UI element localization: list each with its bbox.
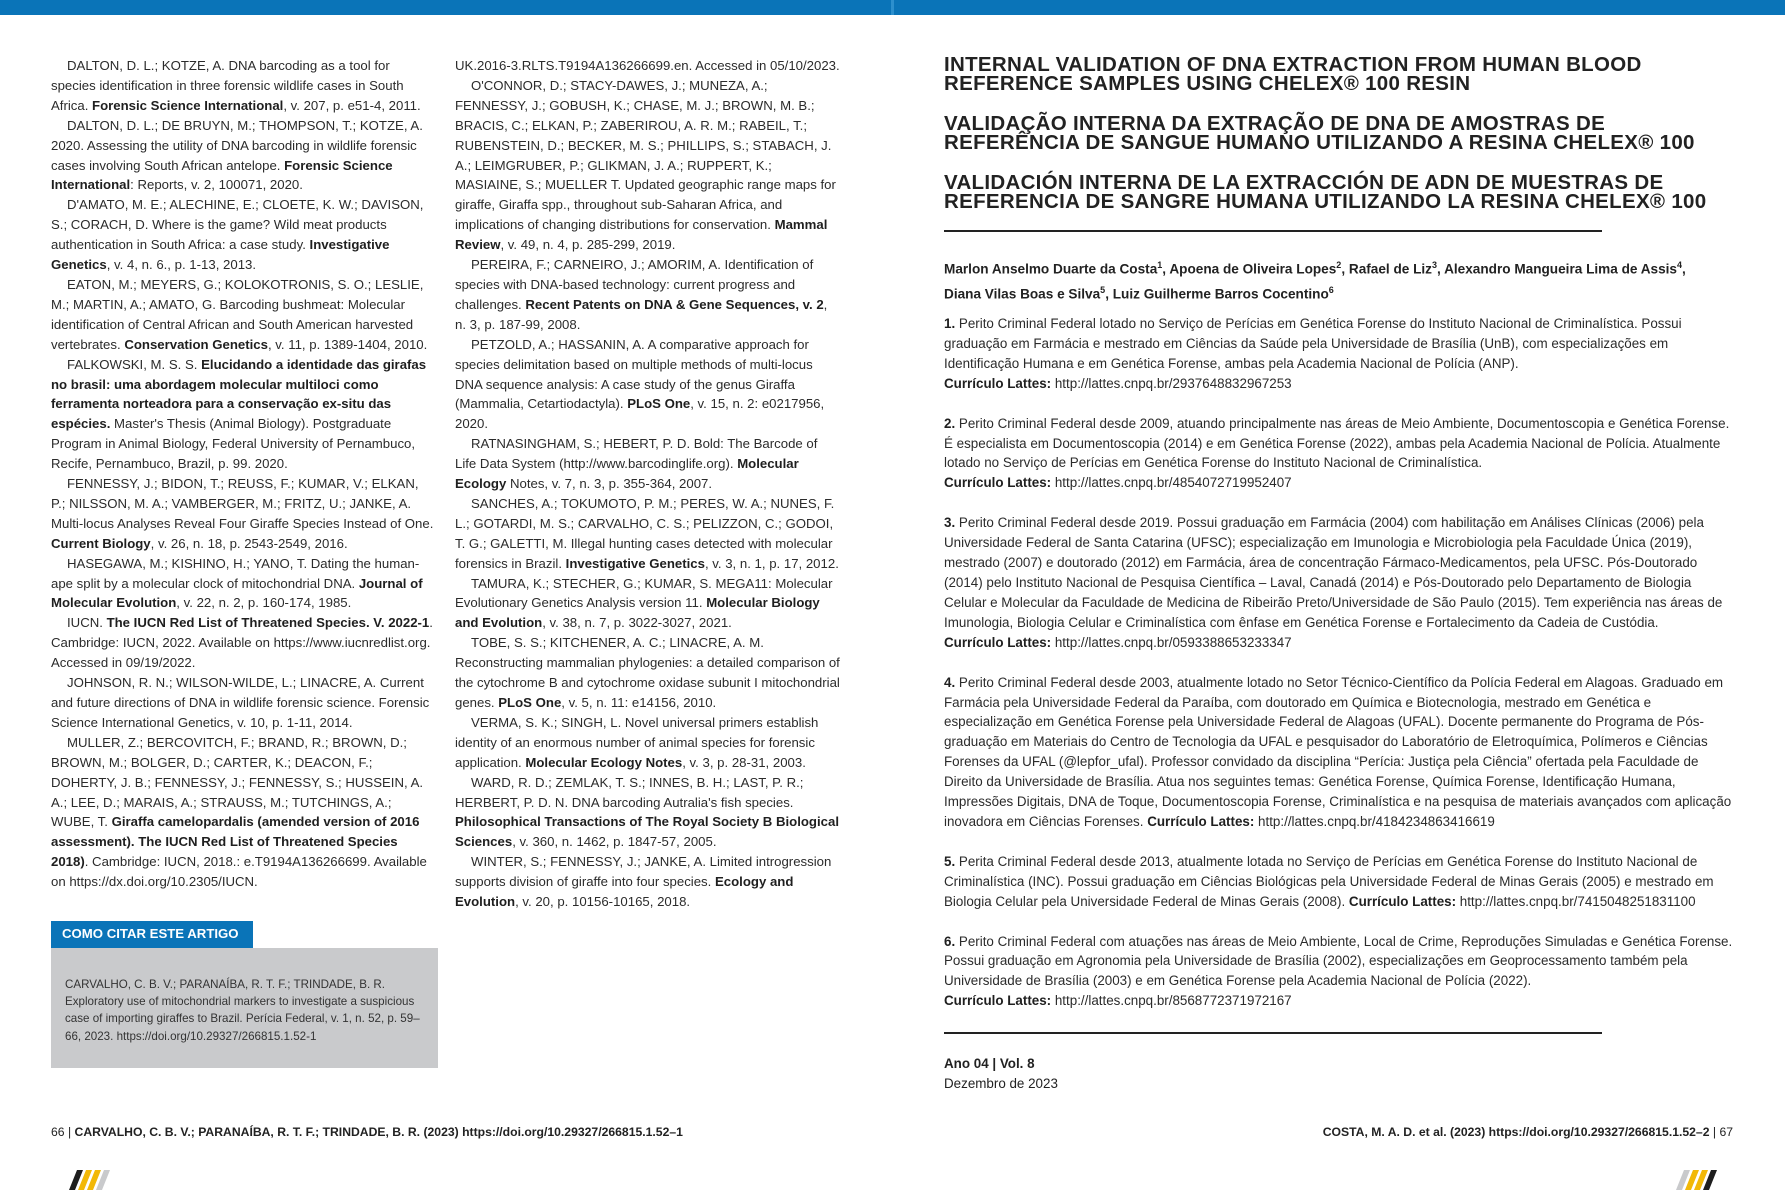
lattes-label: Currículo Lattes: (944, 375, 1052, 391)
lattes-label: Currículo Lattes: (944, 634, 1052, 650)
author-affiliation-marker: 6 (1328, 284, 1334, 295)
author-name: Diana Vilas Boas e Silva (944, 286, 1101, 302)
affiliation-entry (944, 673, 1734, 832)
reference-source: Investigative Genetics (51, 237, 390, 273)
reference-details: Master's Thesis (Animal Biology). Postgraduate Program in Animal Biology, Federal University of Pernambuco, Recife, Pernambuco, Brazil, p. 99. 2020. (51, 416, 416, 472)
title-english (944, 55, 1734, 93)
affiliations (944, 314, 1734, 1031)
reference-text: TAMURA, K.; STECHER, G.; KUMAR, S. MEGA11: Molecular Evolutionary Genetics Analysis version 11. (455, 575, 833, 611)
reference-entry (455, 633, 840, 713)
reference-text: IUCN. (67, 615, 107, 631)
reference-source: Molecular Ecology Notes (525, 754, 683, 770)
page-number-left: 66 (51, 1125, 65, 1139)
affiliation-number: 2. (944, 415, 956, 431)
footer-separator: | (64, 1125, 75, 1139)
reference-text: DALTON, D. L.; DE BRUYN, M.; THOMPSON, T.; KOTZE, A. 2020. Assessing the utility of DNA barcoding in wildlife forensic cases involving South African antelope. (51, 117, 423, 173)
reference-entry (455, 335, 840, 435)
reference-entry (51, 355, 436, 474)
reference-details: , v. 207, p. e51-4, 2011. (283, 97, 421, 113)
reference-entry (455, 713, 840, 773)
reference-text: EATON, M.; MEYERS, G.; KOLOKOTRONIS, S. O.; LESLIE, M.; MARTIN, A.; AMATO, G. Barcoding bushmeat: Molecular identification of Central African and South American harvested vertebrates. (51, 276, 424, 352)
author-affiliation-marker: 1 (1157, 260, 1163, 270)
reference-details: , v. 3, p. 28-31, 2003. (682, 754, 806, 770)
affiliation-text: Perito Criminal Federal desde 2019. Possui graduação em Farmácia (2004) com habilitação em Análises Clínicas (2006) pela Universidade Federal de Santa Catarina (UFSC); especialização em Imunologia e Microbiologia pela Faculdade Única (2019), mestrado (2007) e doutorado (2012) em Farmácia, área de concentração Fármaco-Medicamentos, pela UFSC. Pós-Doutorado (2014) pelo Instituto Nacional de Pesquisa Científica – Laval, Canadá (2014) e Pós-Doutorado pelo Departamento de Biologia Celular e Molecular da Faculdade de Medicina de Ribeirão Preto/Universidade de São Paulo (2015). Tem experiência nas áreas de Imunologia, Biologia Celular e Criminalística com ênfase em Genética Forense e Fortalecimento da Cadeia de Custódia. (944, 515, 1723, 630)
reference-entry (51, 116, 436, 196)
affiliation-entry (944, 852, 1734, 912)
reference-details: , v. 20, p. 10156-10165, 2018. (515, 894, 691, 910)
affiliation-text: Perito Criminal Federal lotado no Serviço de Perícias em Genética Forense do Instituto Nacional de Criminalística. Possui graduação em Farmácia e mestrado em Ciências da Saúde pela Universidade de Brasília (UnB), com especializações em Identificação Humana e em Genética Forense, ambas pela Academia Nacional de Polícia (ANP). (944, 316, 1682, 371)
reference-details: , v. 4, n. 6., p. 1-13, 2013. (106, 257, 257, 273)
affiliation-number: 5. (944, 853, 956, 869)
author-name: Marlon Anselmo Duarte da Costa (944, 261, 1158, 277)
author-affiliation-marker: 2 (1336, 260, 1342, 270)
reference-source: Current Biology (51, 535, 151, 551)
affiliation-entry (944, 932, 1734, 1012)
reference-text: HASEGAWA, M.; KISHINO, H.; YANO, T. Dating the human-ape split by a molecular clock of mitochondrial DNA. (51, 555, 420, 591)
divider-bottom (944, 1032, 1602, 1034)
lattes-link[interactable]: http://lattes.cnpq.br/4854072719952407 (1051, 475, 1292, 491)
affiliation-text: Perita Criminal Federal desde 2013, atualmente lotada no Serviço de Perícias em Genética Forense do Instituto Nacional de Criminalística (INC). Possui graduação em Ciências Biológicas pela Universidade Federal de Minas Gerais (2005) e mestrado em Biologia Celular pela Universidade Federal de Minas Gerais (2008). (944, 853, 1714, 909)
lattes-link[interactable]: http://lattes.cnpq.br/8568772371972167 (1051, 993, 1292, 1009)
lattes-label: Currículo Lattes: (1348, 893, 1457, 909)
reference-text: FALKOWSKI, M. S. S. (67, 356, 202, 372)
reference-entry (51, 554, 436, 614)
author-separator: , (1162, 261, 1170, 277)
authors-list (944, 255, 1734, 304)
footer-left (51, 1125, 683, 1139)
divider-top (944, 230, 1602, 232)
reference-text: MULLER, Z.; BERCOVITCH, F.; BRAND, R.; BROWN, D.; BROWN, M.; BOLGER, D.; CARTER, K.; DEACON, F.; DOHERTY, J. B.; FENNESSY, J.; FENNESSY, S.; HUSSEIN, A. A.; LEE, D.; MARAIS, A.; STRAUSS, M.; TUTCHINGS, A.; WUBE, T. (51, 734, 424, 830)
decorative-stripes-right (1674, 1170, 1724, 1190)
reference-source: Investigative Genetics (565, 555, 705, 571)
lattes-link[interactable]: http://lattes.cnpq.br/2937648832967253 (1051, 375, 1292, 391)
lattes-link[interactable]: http://lattes.cnpq.br/4184234863416619 (1254, 813, 1495, 829)
reference-source: Mammal Review (455, 217, 828, 253)
reference-details: , v. 49, n. 4, p. 285-299, 2019. (500, 237, 676, 253)
affiliation-text: Perito Criminal Federal com atuações nas áreas de Meio Ambiente, Local de Crime, Reproduções Simuladas e Genética Forense. Possui graduação em Agronomia pela Universidade de Brasília (2002), especializações em Geoprocessamento também pela Universidade de Brasília (2003) e em Genética Forense pela Academia Nacional de Polícia (2022). (944, 933, 1733, 989)
reference-entry (51, 275, 436, 355)
title-en-text: INTERNAL VALIDATION OF DNA EXTRACTION FROM HUMAN BLOOD REFERENCE SAMPLES USING CHELEX® 100 RESIN (944, 53, 1642, 95)
reference-details: , n. 3, p. 187-99, 2008. (455, 296, 828, 332)
page-seam (891, 0, 894, 15)
title-pt-text: VALIDAÇÃO INTERNA DA EXTRAÇÃO DE DNA DE AMOSTRAS DE REFERÊNCIA DE SANGUE HUMANO UTILIZANDO A RESINA CHELEX® 100 (944, 112, 1695, 154)
reference-source: Molecular Ecology (455, 456, 799, 492)
reference-text: VERMA, S. K.; SINGH, L. Novel universal primers establish identity of an enormous number of animal species for forensic application. (455, 714, 819, 770)
reference-details: , v. 38, n. 7, p. 3022-3027, 2021. (542, 615, 732, 631)
author-separator: , (1682, 261, 1686, 277)
title-portuguese (944, 114, 1734, 152)
title-spanish (944, 173, 1734, 211)
issue-date: Dezembro de 2023 (944, 1075, 1058, 1091)
footer-separator-right: | (1709, 1125, 1720, 1139)
reference-source: Ecology and Evolution (455, 874, 794, 910)
reference-entry (455, 574, 840, 634)
top-color-bar (0, 0, 1785, 15)
references-column-1 (51, 56, 436, 892)
lattes-link[interactable]: http://lattes.cnpq.br/7415048251831100 (1456, 893, 1696, 909)
affiliation-number: 1. (944, 316, 956, 331)
reference-details: , v. 5, n. 11: e14156, 2010. (561, 695, 717, 710)
decorative-stripes-left (61, 1170, 111, 1190)
reference-source: Molecular Biology and Evolution (455, 595, 820, 631)
references-column-2 (455, 56, 840, 912)
author-separator: , (1105, 286, 1113, 302)
reference-details: . Cambridge: IUCN, 2018.: e.T9194A136266699. Available on https://dx.doi.org/10.2305/IUCN. (51, 854, 427, 890)
title-es-text: VALIDACIÓN INTERNA DE LA EXTRACCIÓN DE ADN DE MUESTRAS DE REFERENCIA DE SANGRE HUMANA UTILIZANDO LA RESINA CHELEX® 100 (944, 171, 1707, 213)
cite-heading: COMO CITAR ESTE ARTIGO (62, 926, 239, 941)
reference-source: PLoS One (627, 396, 691, 412)
reference-entry (455, 255, 840, 335)
lattes-label: Currículo Lattes: (944, 475, 1052, 491)
reference-details: : Reports, v. 2, 100071, 2020. (130, 177, 303, 193)
reference-details: , v. 11, p. 1389-1404, 2010. (267, 336, 428, 352)
reference-entry (455, 852, 840, 912)
reference-entry (455, 434, 840, 494)
reference-details: , v. 22, n. 2, p. 160-174, 1985. (176, 595, 352, 611)
reference-entry (51, 613, 436, 673)
reference-text: JOHNSON, R. N.; WILSON-WILDE, L.; LINACRE, A. Current and future directions of DNA in wildlife forensic science. Forensic Science International Genetics, v. 10, p. 1-11, 2014. (51, 675, 430, 730)
reference-text: DALTON, D. L.; KOTZE, A. DNA barcoding as a tool for species identification in three forensic wildlife cases in South Africa. (51, 58, 404, 113)
reference-details: . Cambridge: IUCN, 2022. Available on https://www.iucnredlist.org. Accessed in 09/19/2022. (51, 615, 433, 671)
reference-entry (51, 733, 436, 892)
author-affiliation-marker: 5 (1100, 284, 1106, 295)
author-separator: , (1341, 261, 1349, 277)
reference-details: , v. 15, n. 2: e0217956, 2020. (455, 396, 825, 432)
reference-source: PLoS One (498, 695, 562, 710)
author-affiliation-marker: 4 (1677, 260, 1683, 270)
affiliation-entry (944, 314, 1734, 394)
lattes-label: Currículo Lattes: (1147, 813, 1255, 829)
reference-details: , v. 360, n. 1462, p. 1847-57, 2005. (512, 834, 717, 850)
reference-entry (51, 474, 436, 554)
affiliation-entry (944, 513, 1734, 652)
reference-source: Forensic Science International (51, 157, 393, 193)
reference-entry (455, 56, 840, 76)
affiliation-number: 6. (944, 933, 956, 949)
lattes-label: Currículo Lattes: (944, 993, 1052, 1009)
affiliation-number: 4. (944, 674, 956, 690)
affiliation-number: 3. (944, 515, 956, 531)
reference-entry (455, 773, 840, 853)
author-separator: , (1437, 261, 1445, 277)
cite-text: CARVALHO, C. B. V.; PARANAÍBA, R. T. F.; TRINDADE, B. R. Exploratory use of mitochondrial markers to investigate a suspicious case of importing giraffes to Brazil. Perícia Federal, v. 1, n. 52, p. 59–66, 2023. https://doi.org/10.29327/266815.1.52-1 (65, 978, 420, 1043)
cite-heading-tab (51, 921, 253, 948)
reference-text: WINTER, S.; FENNESSY, J.; JANKE, A. Limited introgression supports division of giraffe into four species. (455, 854, 832, 890)
reference-text: PETZOLD, A.; HASSANIN, A. A comparative approach for species delimitation based on multiple methods of multi-locus DNA sequence analysis: A case study of the genus Giraffa (Mammalia, Cetartiodactyla). (455, 336, 813, 412)
reference-text: FENNESSY, J.; BIDON, T.; REUSS, F.; KUMAR, V.; ELKAN, P.; NILSSON, M. A.; VAMBERGER, M.; FRITZ, U.; JANKE, A. Multi-locus Analyses Reveal Four Giraffe Species Instead of One. (51, 476, 434, 531)
author-name: Apoena de Oliveira Lopes (1169, 261, 1337, 277)
author-name: Rafael de Liz (1348, 261, 1432, 277)
footer-citation-right: COSTA, M. A. D. et al. (2023) https://doi.org/10.29327/266815.1.52–2 (1322, 1125, 1710, 1139)
lattes-link[interactable]: http://lattes.cnpq.br/0593388653233347 (1051, 634, 1292, 650)
reference-source: Elucidando a identidade das girafas no brasil: uma abordagem molecular multiloci como ferramenta norteadora para a conservação ex-situ das espécies. (51, 356, 427, 432)
reference-text: D'AMATO, M. E.; ALECHINE, E.; CLOETE, K. W.; DAVISON, S.; CORACH, D. Where is the game? Wild meat products authentication in South Africa: a case study. (51, 197, 424, 253)
issue-info (944, 1054, 1734, 1094)
reference-source: Forensic Science International (92, 97, 284, 113)
reference-text: TOBE, S. S.; KITCHENER, A. C.; LINACRE, A. M. Reconstructing mammalian phylogenies: a detailed comparison of the cytochrome B and cytochrome oxidase subunit I mitochondrial genes. (455, 635, 840, 710)
reference-details: Notes, v. 7, n. 3, p. 355-364, 2007. (506, 476, 713, 492)
cite-box (51, 948, 438, 1068)
reference-details: , v. 3, n. 1, p. 17, 2012. (704, 555, 839, 571)
reference-source: The IUCN Red List of Threatened Species. V. 2022-1 (106, 615, 430, 631)
reference-text: SANCHES, A.; TOKUMOTO, P. M.; PERES, W. A.; NUNES, F. L.; GOTARDI, M. S.; CARVALHO, C. S.; PELIZZON, C.; GODOI, T. G.; GALETTI, M. Illegal hunting cases detected with molecular forensics in Brazil. (455, 495, 835, 571)
reference-source: Journal of Molecular Evolution (51, 575, 423, 611)
reference-text: O'CONNOR, D.; STACY-DAWES, J.; MUNEZA, A.; FENNESSY, J.; GOBUSH, K.; CHASE, M. J.; BROWN, M. B.; BRACIS, C.; ELKAN, P.; ZABERIROU, A. R. M.; RABEIL, T.; RUBENSTEIN, D.; BECKER, M. S.; PHILLIPS, S.; STABACH, J. A.; LEIMGRUBER, P.; GLIKMAN, J. A.; RUPPERT, K.; MASIAINE, S.; MUELLER T. Updated geographic range maps for giraffe, Giraffa spp., throughout sub-Saharan Africa, and implications of changing distributions for conservation. (455, 77, 836, 233)
footer-right (1323, 1125, 1733, 1139)
affiliation-text: Perito Criminal Federal desde 2003, atualmente lotado no Setor Técnico-Científico da Polícia Federal em Alagoas. Graduado em Farmácia pela Universidade Federal da Paraíba, com doutorado em Química e Biotecnologia, mestrado em Genética e especialização em Genética Forense pela Universidade Federal de Alagoas (UFAL). Docente permanente do Programa de Pós-graduação em Materiais do Centro de Tecnologia da UFAL e pesquisador do Laboratório de Eletroquímica, Polímeros e Ciências Forenses da UFAL (@lepfor_ufal). Professor convidado da disciplina “Perícia: Justiça pela Ciência” ofertada pela Faculdade de Direito da Universidade de Brasília. Atua nos seguintes temas: Genética Forense, Química Forense, Identificação Humana, Impressões Digitais, DNA de Toque, Documentoscopia Forense, Criminalística e na pesquisa de materiais avançados com aplicação inovadora em Ciências Forenses. (944, 674, 1732, 829)
reference-source: Recent Patents on DNA & Gene Sequences, v. 2 (525, 296, 824, 312)
reference-entry (51, 673, 436, 733)
year-volume: Ano 04 | Vol. 8 (944, 1056, 1035, 1071)
reference-entry (51, 56, 436, 116)
affiliation-entry (944, 414, 1734, 494)
reference-text: PEREIRA, F.; CARNEIRO, J.; AMORIM, A. Identification of species with DNA-based technology: current progress and challenges. (455, 257, 814, 312)
reference-entry (455, 76, 840, 255)
reference-text: WARD, R. D.; ZEMLAK, T. S.; INNES, B. H.; LAST, P. R.; HERBERT, P. D. N. DNA barcoding Autralia's fish species. (455, 774, 804, 810)
reference-text: UK.2016-3.RLTS.T9194A136266699.en. Accessed in 05/10/2023. (455, 58, 840, 73)
reference-entry (51, 195, 436, 275)
author-affiliation-marker: 3 (1431, 260, 1437, 270)
reference-source: Philosophical Transactions of The Royal Society B Biological Sciences (455, 814, 839, 850)
reference-text: RATNASINGHAM, S.; HEBERT, P. D. Bold: The Barcode of Life Data System (http://www.barcodinglife.org). (455, 436, 818, 472)
affiliation-text: Perito Criminal Federal desde 2009, atuando principalmente nas áreas de Meio Ambiente, Documentoscopia e Genética Forense. É especialista em Documentoscopia (2014) e em Genética Forense (2022), ambas pela Academia Nacional de Polícia. Atualmente lotado no Serviço de Perícias em Genética Forense do Instituto Nacional de Criminalística. (944, 415, 1730, 471)
footer-citation-left: CARVALHO, C. B. V.; PARANAÍBA, R. T. F.; TRINDADE, B. R. (2023) https://doi.org/10.29327/266815.1.52–1 (74, 1125, 683, 1139)
author-name: Luiz Guilherme Barros Cocentino (1112, 286, 1329, 302)
page-number-right: 67 (1719, 1125, 1733, 1139)
author-name: Alexandro Mangueira Lima de Assis (1444, 261, 1677, 277)
reference-source: Giraffa camelopardalis (amended version of 2016 assessment). The IUCN Red List of Threatened Species 2018) (51, 814, 420, 870)
reference-entry (455, 494, 840, 574)
reference-source: Conservation Genetics (124, 336, 268, 352)
reference-details: , v. 26, n. 18, p. 2543-2549, 2016. (150, 535, 348, 551)
